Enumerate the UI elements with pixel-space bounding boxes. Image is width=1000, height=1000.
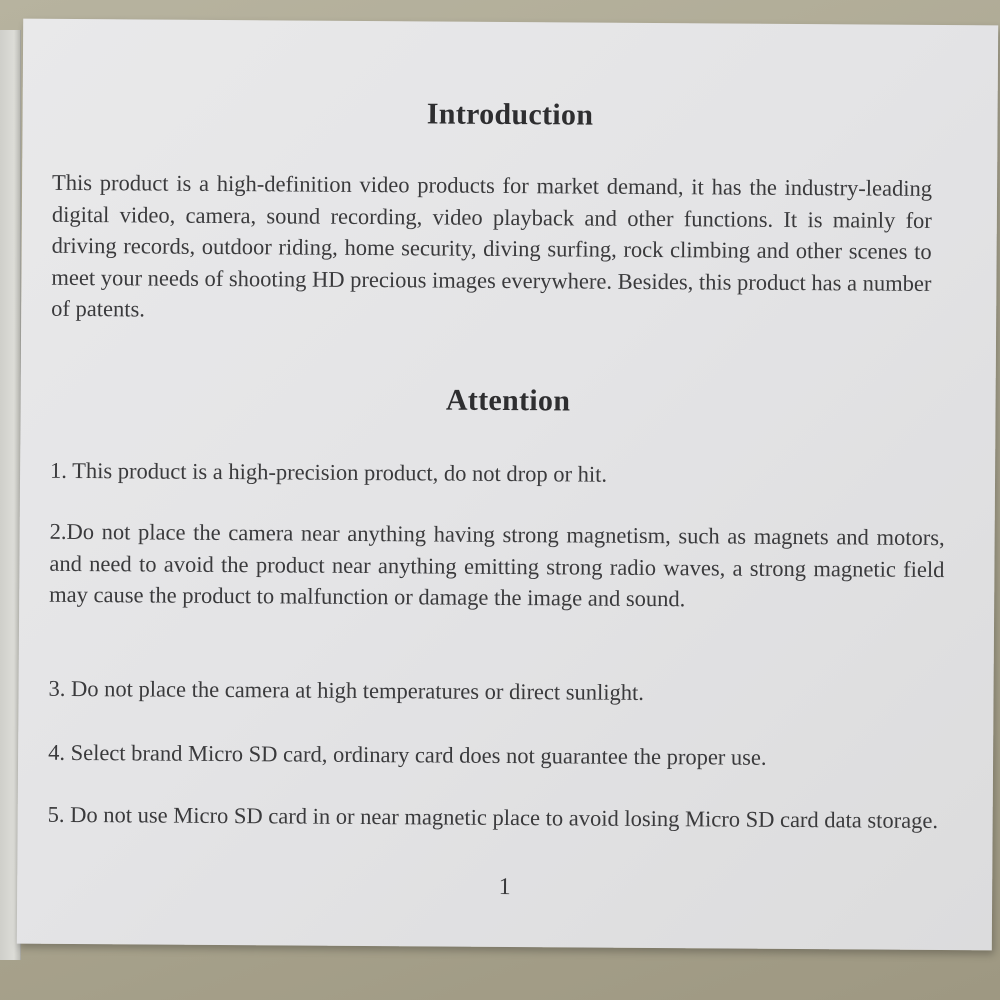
attention-item-3: 3. Do not place the camera at high temperatures or direct sunlight. xyxy=(48,675,645,705)
attention-item-5: 5. Do not use Micro SD card in or near magnetic place to avoid losing Micro SD card data storage. xyxy=(47,801,939,834)
attention-heading: Attention xyxy=(445,383,571,418)
manual-page xyxy=(17,19,998,951)
attention-item-4: 4. Select brand Micro SD card, ordinary card does not guarantee the proper use. xyxy=(48,739,767,770)
attention-item-1: 1. This product is a high-precision product, do not drop or hit. xyxy=(50,457,608,487)
introduction-heading: Introduction xyxy=(426,97,594,132)
introduction-paragraph: This product is a high-definition video products for market demand, it has the industry-leading digital video, camera, sound recording, video playback and other functions. It is mainly for driving records, outdoor riding, home security, diving surfing, rock climbing and other scenes to meet your needs of shooting HD precious images everywhere. Besides, this product has a number of patents. xyxy=(51,169,933,322)
page-number: 1 xyxy=(498,873,511,901)
attention-item-2: 2.Do not place the camera near anything having strong magnetism, such as magnets and motors, and need to avoid the product near anything emitting strong radio waves, a strong magnetic field may cause the product to malfunction or damage the image and sound. xyxy=(49,518,945,612)
